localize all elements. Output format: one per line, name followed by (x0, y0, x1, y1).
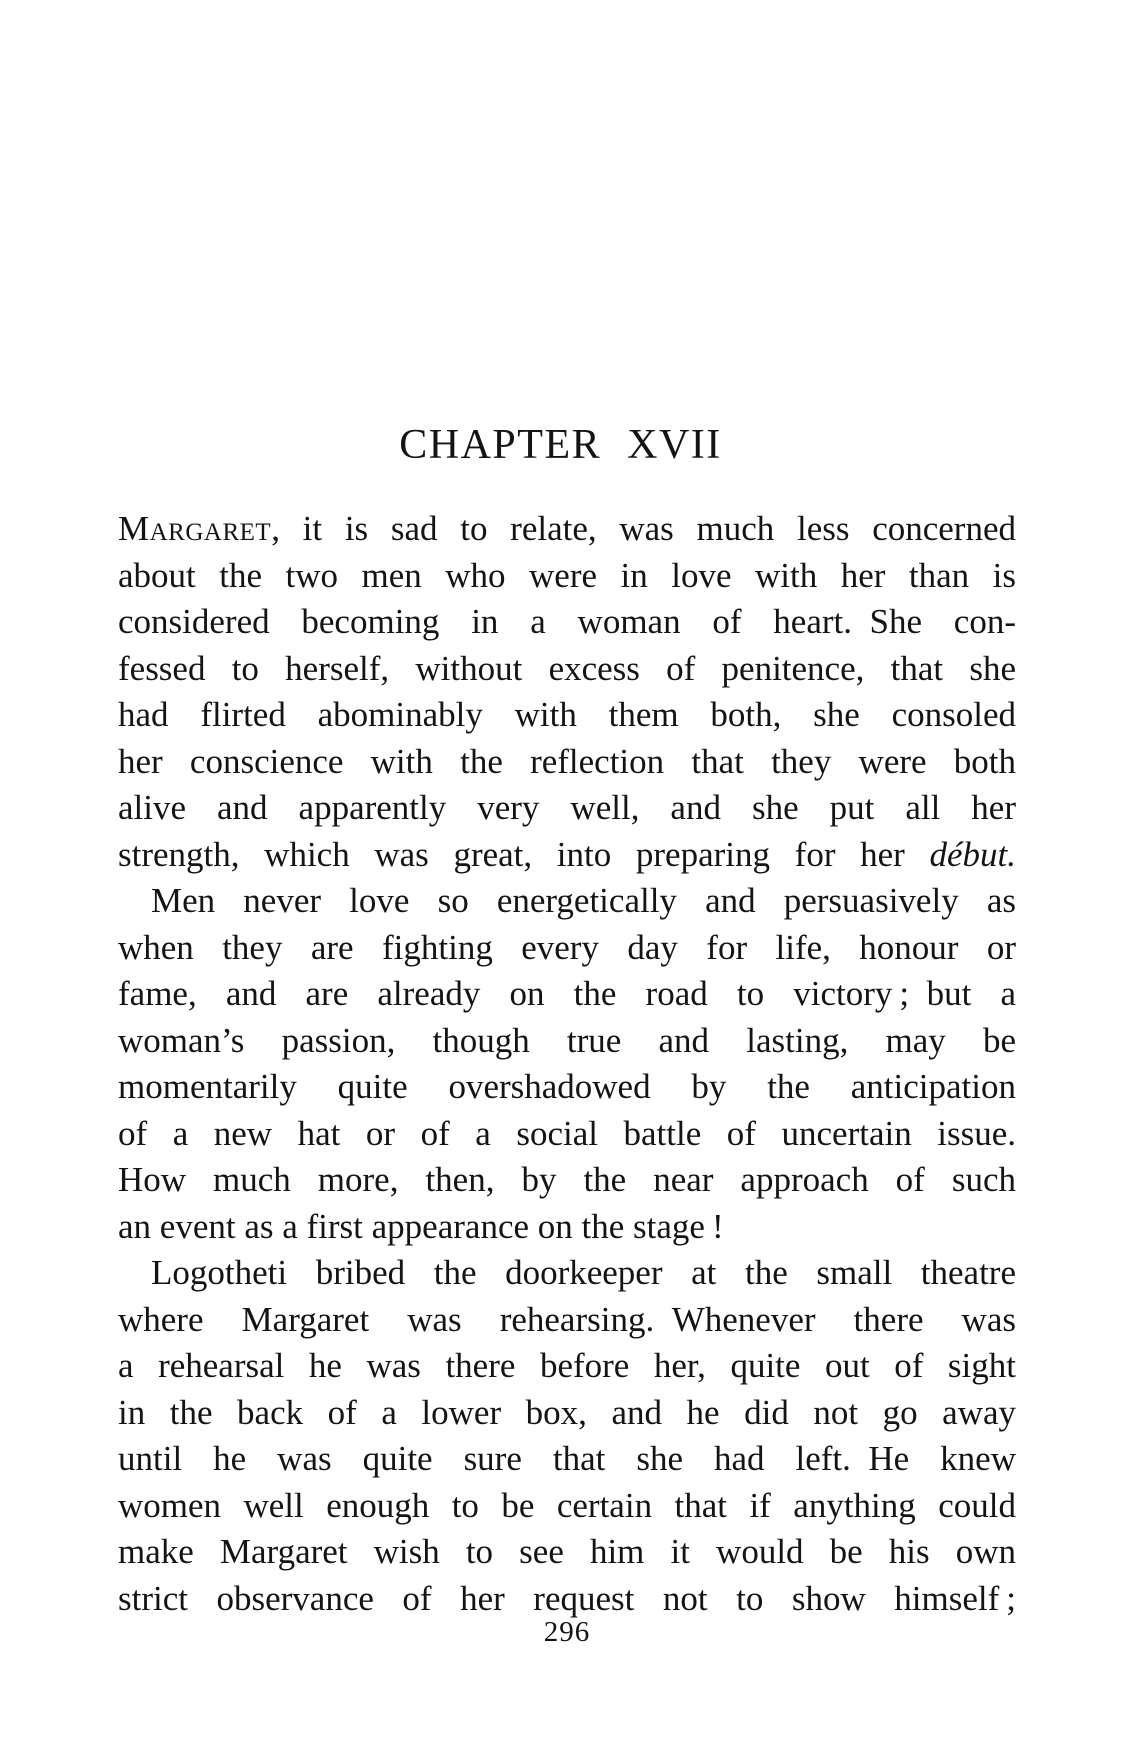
text-line: fame, and are already on the road to victory ; but a (118, 974, 1016, 1013)
text-line: a rehearsal he was there before her, quite out of sight (118, 1346, 1016, 1385)
text-line: Men never love so energetically and persuasively as (151, 881, 1016, 920)
chapter-heading: CHAPTER XVII (399, 422, 722, 468)
text-line: alive and apparently very well, and she put all her (118, 788, 1016, 827)
text-line (118, 506, 1016, 553)
paragraph (118, 506, 1016, 878)
text-line (118, 832, 1016, 879)
text-line-pre: strength, which was great, into preparing for her (118, 834, 930, 874)
text-line: where Margaret was rehearsing. Whenever there was (118, 1299, 1016, 1339)
text-line: How much more, then, by the near approach of such (118, 1160, 1016, 1199)
text-line: woman’s passion, though true and lasting, may be (118, 1020, 1016, 1060)
italic-word: début. (929, 834, 1016, 874)
text-line: considered becoming in a woman of heart. She con- (118, 602, 1016, 641)
text-line: strict observance of her request not to show himself ; (118, 1578, 1016, 1618)
text-line: of a new hat or of a social battle of uncertain issue. (118, 1113, 1016, 1153)
text-line: her conscience with the reflection that they were both (118, 741, 1016, 781)
text-line: about the two men who were in love with her than is (118, 555, 1016, 595)
text-line: when they are fighting every day for life, honour or (118, 927, 1016, 967)
page-number: 296 (543, 1616, 591, 1648)
text-line: fessed to herself, without excess of penitence, that she (118, 648, 1016, 688)
text-line: an event as a first appearance on the stage ! (118, 1206, 724, 1246)
text-line: until he was quite sure that she had left. He knew (118, 1439, 1016, 1478)
body-text (118, 506, 1016, 1622)
text-line: Logotheti bribed the doorkeeper at the small theatre (151, 1253, 1016, 1292)
text-line: had flirted abominably with them both, she consoled (118, 695, 1016, 734)
paragraph (118, 878, 1016, 1250)
paragraph (118, 1250, 1016, 1622)
lead-word-smallcaps: Margaret (118, 509, 272, 548)
text-line: in the back of a lower box, and he did not go away (118, 1392, 1016, 1432)
text-line-rest: , it is sad to relate, was much less concerned (271, 509, 1016, 548)
text-line: momentarily quite overshadowed by the anticipation (118, 1067, 1016, 1106)
text-line: women well enough to be certain that if anything could (118, 1485, 1016, 1525)
text-line: make Margaret wish to see him it would be his own (118, 1532, 1016, 1571)
